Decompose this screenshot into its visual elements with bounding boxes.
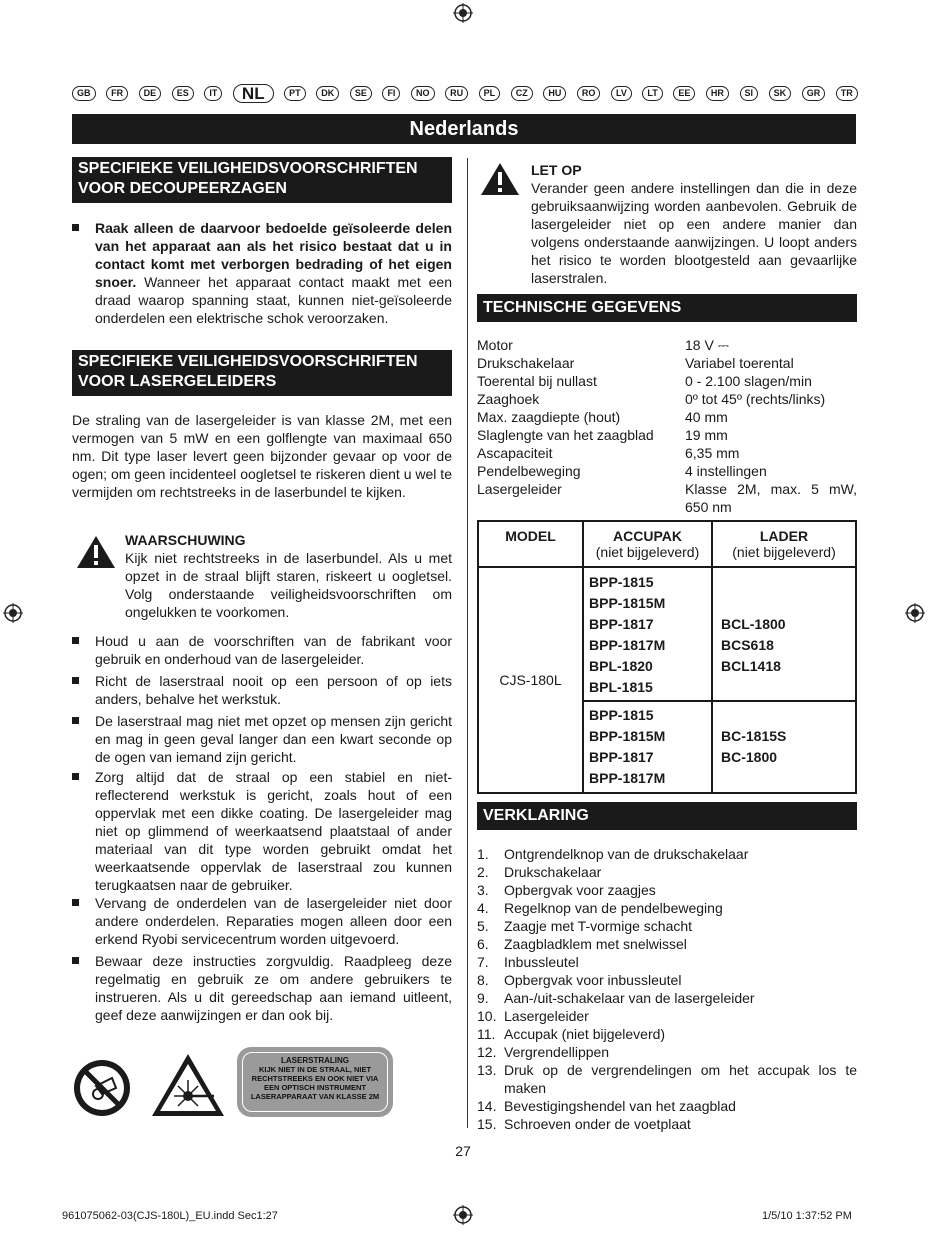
spec-value: 6,35 mm xyxy=(685,445,740,461)
list-number: 6. xyxy=(477,936,489,952)
language-code-nl: NL xyxy=(233,84,274,103)
spec-value: 0 - 2.100 slagen/min xyxy=(685,373,812,389)
language-code-pl: PL xyxy=(479,86,501,101)
column-divider xyxy=(467,158,468,1128)
model-code: BC-1800 xyxy=(721,749,778,765)
list-item xyxy=(477,1043,857,1061)
language-code-se: SE xyxy=(350,86,372,101)
list-text: Inbussleutel xyxy=(504,954,579,970)
label-line: EEN OPTISCH INSTRUMENT xyxy=(263,1083,367,1092)
list-text: Zaagje met T-vormige schacht xyxy=(504,918,693,934)
language-code-lt: LT xyxy=(642,86,662,101)
footer-timestamp: 1/5/10 1:37:52 PM xyxy=(762,1210,852,1222)
list-item xyxy=(477,935,857,953)
list-number: 5. xyxy=(477,918,489,934)
bullet-text: Houd u aan de voorschriften van de fabrikant voor gebruik en onderhoud van de lasergeleider. xyxy=(95,633,452,667)
column-header-model: MODEL xyxy=(505,528,556,544)
spec-label: Slaglengte van het zaagblad xyxy=(477,427,654,443)
model-code: BPP-1817M xyxy=(589,770,666,786)
page-number: 27 xyxy=(455,1143,471,1159)
bullet-square-icon xyxy=(72,957,79,964)
lader-cell xyxy=(712,701,856,793)
list-text: Schroeven onder de voetplaat xyxy=(504,1116,691,1132)
list-item xyxy=(72,894,452,948)
registration-mark-icon xyxy=(453,1205,473,1225)
language-code-lv: LV xyxy=(611,86,632,101)
list-item xyxy=(72,712,452,766)
spec-label: Zaaghoek xyxy=(477,391,540,407)
language-code-hu: HU xyxy=(543,86,566,101)
list-item xyxy=(477,1097,857,1115)
list-item xyxy=(477,1025,857,1043)
registration-mark-icon xyxy=(453,3,473,23)
list-item xyxy=(477,845,857,863)
list-text: Opbergvak voor inbussleutel xyxy=(504,972,682,988)
caution-triangle-icon xyxy=(480,162,520,196)
language-code-si: SI xyxy=(740,86,759,101)
section-heading-lasergeleiders xyxy=(72,350,452,396)
list-number: 8. xyxy=(477,972,489,988)
section-heading-decoupeerzagen xyxy=(72,157,452,203)
bullet-text: Vervang de onderdelen van de lasergeleider niet door andere onderdelen. Reparaties mogen alleen door een erkend Ryobi servicecentrum worden uitgevoerd. xyxy=(95,895,452,947)
bullet-square-icon xyxy=(72,677,79,684)
model-code: BCS618 xyxy=(721,637,774,653)
language-code-fi: FI xyxy=(382,86,400,101)
model-code: BC-1815S xyxy=(721,728,787,744)
language-code-sk: SK xyxy=(769,86,792,101)
list-text: Lasergeleider xyxy=(504,1008,589,1024)
list-text: Aan-/uit-schakelaar van de lasergeleider xyxy=(504,990,755,1006)
language-code-pt: PT xyxy=(284,86,306,101)
bullet-bold-text: Raak alleen de daarvoor bedoelde geïsoleerde delen van het apparaat aan als het risico bestaat dat u in contact komt met verborgen bedrading of het eigen snoer. xyxy=(95,220,452,290)
model-code: BPP-1817 xyxy=(589,749,654,765)
label-line: KIJK NIET IN DE STRAAL, NIET xyxy=(258,1065,372,1074)
heading-line: VOOR DECOUPEERZAGEN xyxy=(78,180,287,197)
list-number: 9. xyxy=(477,990,489,1006)
registration-mark-icon xyxy=(3,603,23,623)
label-line: LASERAPPARAAT VAN KLASSE 2M xyxy=(250,1092,380,1101)
registration-mark-icon xyxy=(905,603,925,623)
model-code: BPP-1815 xyxy=(589,707,654,723)
language-banner: Nederlands xyxy=(72,114,856,144)
language-code-it: IT xyxy=(204,86,222,101)
list-number: 13. xyxy=(477,1062,497,1078)
list-text: Vergrendellippen xyxy=(504,1044,610,1060)
list-number: 2. xyxy=(477,864,489,880)
spec-label: Ascapaciteit xyxy=(477,445,553,461)
spec-label: Drukschakelaar xyxy=(477,355,575,371)
bullet-text: De laserstraal mag niet met opzet op mensen zijn gericht en mag in geen geval langer dan een kwart seconde op de ogen van iemand zijn gericht. xyxy=(95,713,452,765)
warning-triangle-icon xyxy=(76,535,116,569)
list-number: 1. xyxy=(477,846,489,862)
spec-value: Klasse 2M, max. 5 mW, 650 nm xyxy=(685,481,857,515)
language-code-fr: FR xyxy=(106,86,128,101)
bullet-square-icon xyxy=(72,717,79,724)
list-item xyxy=(477,1061,857,1097)
list-item xyxy=(72,632,452,668)
list-item xyxy=(72,672,452,708)
language-code-es: ES xyxy=(172,86,194,101)
letop-text: Verander geen andere instellingen dan die in deze gebruiksaanwijzing worden aanbevolen. Gebruik de lasergeleider niet op een andere manier dan volgens onderstaande aanwijzingen. U loopt anders het risico te worden blootgesteld aan gevaarlijke laserstralen. xyxy=(531,180,857,286)
list-item xyxy=(477,881,857,899)
heading-line: SPECIFIEKE VEILIGHEIDSVOORSCHRIFTEN xyxy=(78,353,418,370)
list-text: Regelknop van de pendelbeweging xyxy=(504,900,723,916)
list-item xyxy=(477,971,857,989)
footer-file-info: 961075062-03(CJS-180L)_EU.indd Sec1:27 xyxy=(62,1210,278,1222)
language-bar xyxy=(72,82,858,104)
list-item xyxy=(72,952,452,1024)
list-item xyxy=(477,953,857,971)
warning-text: Kijk niet rechtstreeks in de laserbundel. Als u met opzet in de straal blijft staren, riskeert u oogletsel. Volg onderstaande veiligheidsvoorschriften om ongelukken te voorkomen. xyxy=(125,550,452,620)
label-line: RECHTSTREEKS EN OOK NIET VIA xyxy=(251,1074,379,1083)
table-row xyxy=(478,567,856,701)
list-number: 7. xyxy=(477,954,489,970)
spec-value: 18 V ⎓ xyxy=(685,337,729,353)
model-code: BCL-1800 xyxy=(721,616,786,632)
list-text: Druk op de vergrendelingen om het accupak los te maken xyxy=(504,1062,857,1096)
list-number: 14. xyxy=(477,1098,497,1114)
list-number: 10. xyxy=(477,1008,497,1024)
list-number: 4. xyxy=(477,900,489,916)
spec-value: Variabel toerental xyxy=(685,355,794,371)
heading-line: VOOR LASERGELEIDERS xyxy=(78,373,277,390)
list-item xyxy=(477,989,857,1007)
spec-value: 4 instellingen xyxy=(685,463,767,479)
language-code-hr: HR xyxy=(706,86,729,101)
language-code-no: NO xyxy=(411,86,435,101)
model-code: BPL-1815 xyxy=(589,679,653,695)
bullet-square-icon xyxy=(72,899,79,906)
spec-value: 40 mm xyxy=(685,409,728,425)
list-item xyxy=(477,1007,857,1025)
language-code-gr: GR xyxy=(802,86,826,101)
label-title: LASERSTRALING xyxy=(281,1056,349,1065)
bullet-square-icon xyxy=(72,637,79,644)
model-table xyxy=(477,520,857,794)
model-code: BPL-1820 xyxy=(589,658,653,674)
accupak-cell xyxy=(583,567,712,701)
spec-label: Motor xyxy=(477,337,513,353)
list-text: Accupak (niet bijgeleverd) xyxy=(504,1026,666,1042)
list-item xyxy=(72,219,452,327)
table-header-row xyxy=(478,521,856,567)
list-number: 15. xyxy=(477,1116,497,1132)
column-header-lader: LADER xyxy=(759,528,809,544)
section-heading-technische-gegevens: TECHNISCHE GEGEVENS xyxy=(477,294,857,322)
model-code: BPP-1815M xyxy=(589,595,666,611)
language-code-ee: EE xyxy=(673,86,695,101)
bullet-text: Wanneer het apparaat contact maakt met een draad waarop spanning staat, kunnen niet-geïsoleerde onderdelen een elektrische schok veroorzaken. xyxy=(95,274,452,326)
spec-label: Pendelbeweging xyxy=(477,463,581,479)
list-item xyxy=(477,1115,857,1133)
bullet-text: Richt de laserstraal nooit op een persoon of op iets anders, behalve het werkstuk. xyxy=(95,673,452,707)
list-item xyxy=(477,917,857,935)
list-text: Ontgrendelknop van de drukschakelaar xyxy=(504,846,749,862)
spec-value: 19 mm xyxy=(685,427,728,443)
spec-label: Lasergeleider xyxy=(477,481,562,497)
section-heading-verklaring: VERKLARING xyxy=(477,802,857,830)
language-code-gb: GB xyxy=(72,86,96,101)
column-header-accupak: ACCUPAK xyxy=(613,528,682,544)
accupak-cell xyxy=(583,701,712,793)
list-text: Zaagbladklem met snelwissel xyxy=(504,936,687,952)
list-text: Drukschakelaar xyxy=(504,864,602,880)
language-code-tr: TR xyxy=(836,86,858,101)
heading-line: SPECIFIEKE VEILIGHEIDSVOORSCHRIFTEN xyxy=(78,160,418,177)
model-code: BCL1418 xyxy=(721,658,781,674)
no-staring-into-beam-icon xyxy=(72,1058,132,1118)
warning-title: WAARSCHUWING xyxy=(125,532,246,548)
lader-cell xyxy=(712,567,856,701)
language-code-cz: CZ xyxy=(511,86,533,101)
bullet-square-icon xyxy=(72,773,79,780)
language-code-de: DE xyxy=(139,86,162,101)
list-text: Opbergvak voor zaagjes xyxy=(504,882,656,898)
model-code: BPP-1815M xyxy=(589,728,666,744)
model-code: BPP-1817 xyxy=(589,616,654,632)
spec-label: Max. zaagdiepte (hout) xyxy=(477,409,621,425)
bullet-text: Zorg altijd dat de straal op een stabiel en niet-reflecterend werkstuk is gericht, zoals hout of een oppervlak met een dikke coating. De lasergeleider mag niet op glimmend of weerkaatsend plaatstaal of ander materiaal van dit type worden gebruikt omdat het weerkaatsende oppervlak de laserstraal zou kunnen terugkaatsen naar de gebruiker. xyxy=(95,769,452,893)
language-code-ru: RU xyxy=(445,86,468,101)
language-code-ro: RO xyxy=(577,86,601,101)
spec-label: Toerental bij nullast xyxy=(477,373,597,389)
spec-value: 0º tot 45º (rechts/links) xyxy=(685,391,826,407)
bullet-text: Bewaar deze instructies zorgvuldig. Raadpleeg deze regelmatig en gebruik ze om andere gebruikers te instrueren. Als u dit gereedschap aan iemand uitleent, geef deze aanwijzingen er dan ook bij. xyxy=(95,953,452,1023)
list-text: Bevestigingshendel van het zaagblad xyxy=(504,1098,736,1114)
bullet-square-icon xyxy=(72,224,79,231)
model-cell: CJS-180L xyxy=(499,672,562,688)
model-code: BPP-1815 xyxy=(589,574,654,590)
laser-class-label xyxy=(237,1047,393,1117)
list-number: 11. xyxy=(477,1026,496,1042)
column-header-sub: (niet bijgeleverd) xyxy=(732,544,836,560)
model-code: BPP-1817M xyxy=(589,637,666,653)
laser-hazard-icon xyxy=(150,1052,226,1118)
list-item xyxy=(72,768,452,894)
list-number: 3. xyxy=(477,882,489,898)
list-item xyxy=(477,863,857,881)
language-code-dk: DK xyxy=(316,86,339,101)
list-number: 12. xyxy=(477,1044,497,1060)
letop-title: LET OP xyxy=(531,162,582,178)
column-header-sub: (niet bijgeleverd) xyxy=(595,544,700,560)
list-item xyxy=(477,899,857,917)
laser-intro-paragraph: De straling van de lasergeleider is van klasse 2M, met een vermogen van 5 mW en een golflengte van maximaal 650 nm. Dit type laser levert geen bijzonder gevaar op voor de ogen; om geen incidenteel oogletsel te riskeren dient u wel te vermijden om rechtstreeks in de laserbundel te kijken. xyxy=(72,412,452,500)
